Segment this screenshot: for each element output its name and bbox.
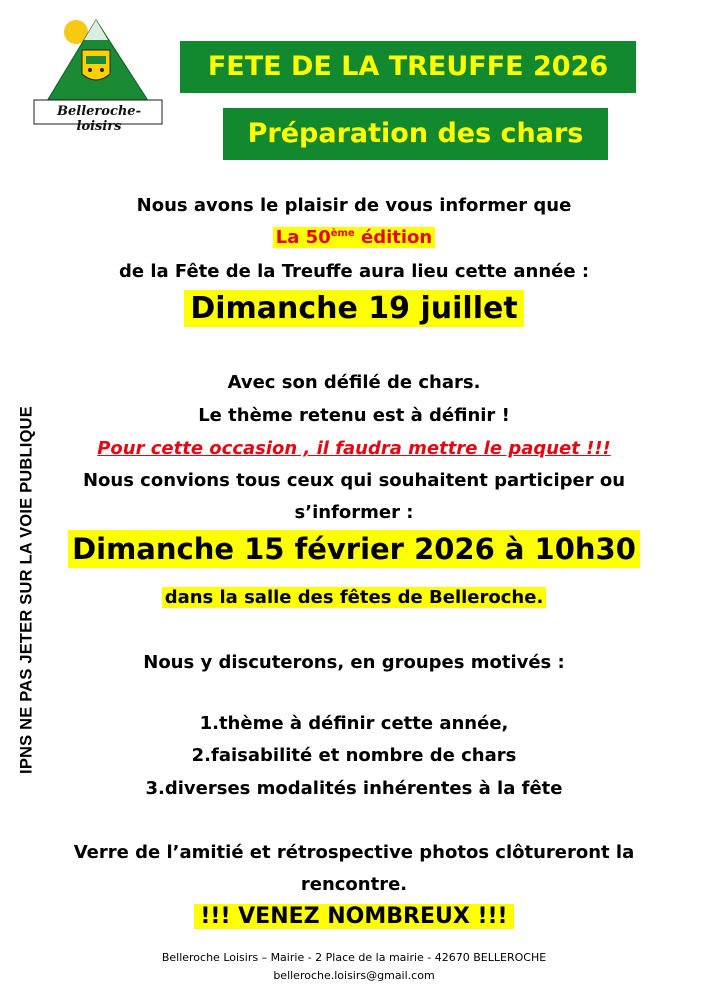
invite-text-2: s’informer :: [294, 502, 414, 523]
meeting-location: [0, 587, 708, 608]
invite-text-1: Nous convions tous ceux qui souhaitent participer ou: [82, 470, 626, 491]
edition-highlight: [273, 227, 435, 248]
meeting-location-text: dans la salle des fêtes de Belleroche.: [162, 587, 547, 608]
agenda-item-2: 2.faisabilité et nombre de chars: [191, 745, 517, 766]
parade-text: Avec son défilé de chars.: [227, 372, 481, 393]
closing-text-1: Verre de l’amitié et rétrospective photos clôtureront la: [73, 842, 635, 863]
agenda-item-1: 1.thème à définir cette année,: [199, 713, 509, 734]
occasion-text: Pour cette occasion , il faudra mettre le paquet !!!: [97, 438, 611, 459]
footer-email: belleroche.loisirs@gmail.com: [273, 969, 435, 982]
discuss-text: Nous y discuterons, en groupes motivés :: [143, 652, 565, 673]
announcement-text: de la Fête de la Treuffe aura lieu cette année :: [118, 261, 590, 282]
side-notice-text: IPNS NE PAS JETER SUR LA VOIE PUBLIQUE: [17, 406, 36, 774]
logo-label: Belleroche-loisirs: [57, 104, 141, 134]
edition-prefix: La 50: [275, 227, 331, 248]
belleroche-loisirs-logo: [28, 12, 168, 134]
agenda-item-3: 3.diverses modalités inhérentes à la fête: [145, 778, 563, 799]
closing-text-2: rencontre.: [300, 874, 408, 895]
edition-line: [0, 227, 708, 248]
edition-sup: ème: [330, 228, 355, 239]
meeting-date-text: Dimanche 15 février 2026 à 10h30: [68, 530, 640, 568]
page-title: FETE DE LA TREUFFE 2026: [180, 41, 636, 93]
call-to-action-text: !!! VENEZ NOMBREUX !!!: [194, 904, 513, 929]
event-date-text: Dimanche 19 juillet: [184, 290, 523, 327]
edition-suffix: édition: [354, 227, 433, 248]
meeting-date: [0, 532, 708, 566]
event-date: [0, 291, 708, 326]
call-to-action: [0, 904, 708, 929]
theme-text: Le thème retenu est à définir !: [198, 405, 510, 426]
page-subtitle: Préparation des chars: [223, 108, 608, 160]
footer-address: Belleroche Loisirs – Mairie - 2 Place de la mairie - 42670 BELLEROCHE: [161, 951, 547, 964]
intro-text: Nous avons le plaisir de vous informer que: [136, 195, 572, 216]
